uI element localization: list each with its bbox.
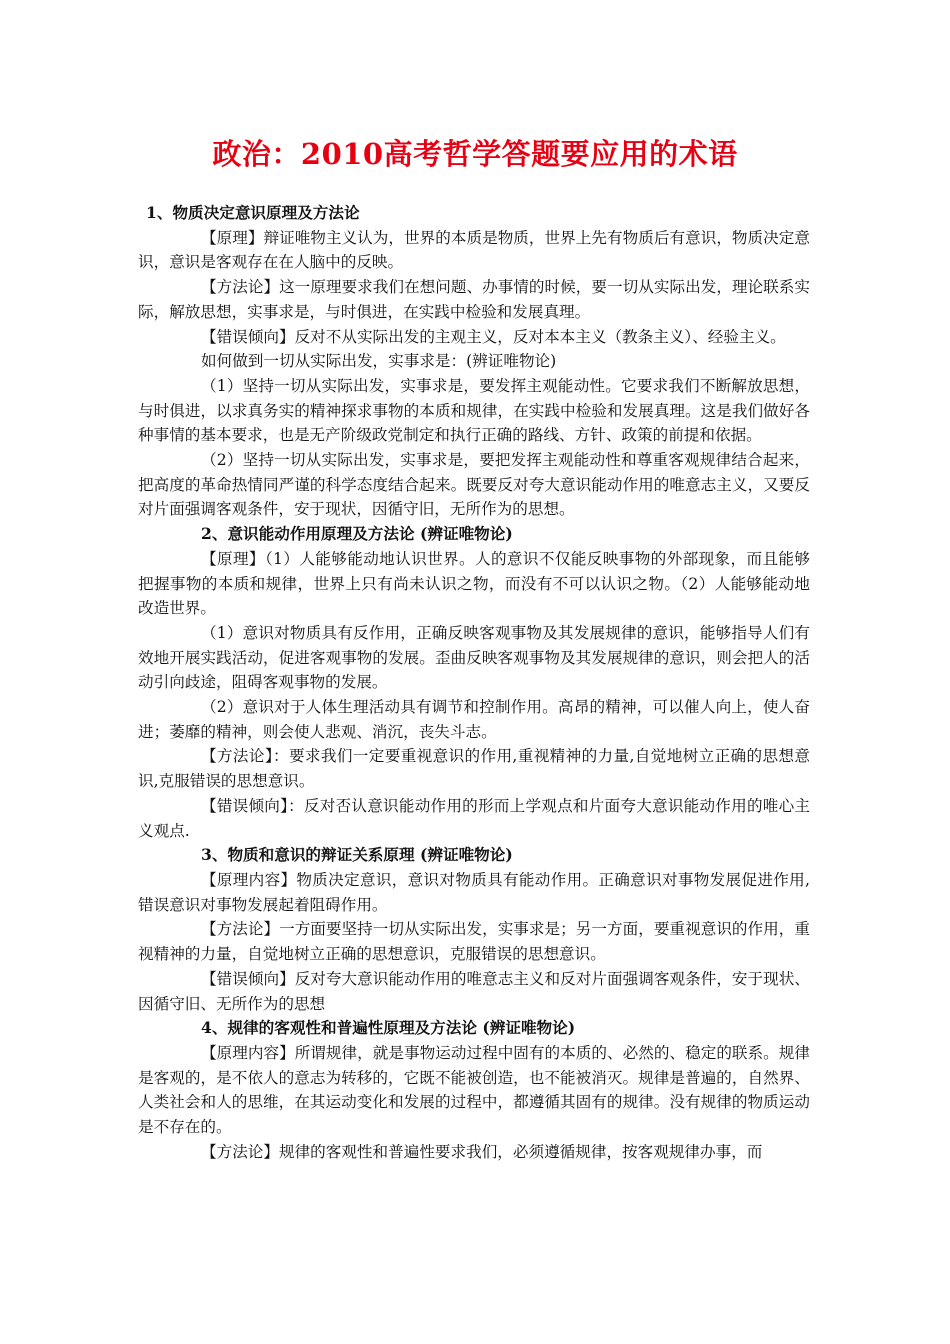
paragraph: 【错误倾向】反对夸大意识能动作用的唯意志主义和反对片面强调客观条件，安于现状、因循守旧、无所作为的思想 [138, 969, 810, 1013]
document-body [138, 198, 810, 1164]
paragraph: 【原理】辩证唯物主义认为，世界的本质是物质，世界上先有物质后有意识，物质决定意识，意识是客观存在在人脑中的反映。 [138, 228, 810, 272]
paragraph: 【方法论】这一原理要求我们在想问题、办事情的时候，要一切从实际出发，理论联系实际，解放思想，实事求是，与时俱进，在实践中检验和发展真理。 [138, 278, 810, 321]
paragraph: （2）意识对于人体生理活动具有调节和控制作用。高昂的精神，可以催人向上，使人奋进；萎靡的精神，则会使人悲观、消沉，丧失斗志。 [138, 698, 810, 741]
paragraph: 【原理】（1）人能够能动地认识世界。人的意识不仅能反映事物的外部现象，而且能够把握事物的本质和规律，世界上只有尚未认识之物，而没有不可以认识之物。（2）人能够能动地改造世界。 [138, 549, 810, 618]
paragraph: （1）意识对物质具有反作用，正确反映客观事物及其发展规律的意识，能够指导人们有效地开展实践活动，促进客观事物的发展。歪曲反映客观事物及其发展规律的意识，则会把人的活动引向歧途，阻碍客观事物的发展。 [138, 623, 810, 692]
paragraph: （2）坚持一切从实际出发，实事求是，要把发挥主观能动性和尊重客观规律结合起来，把高度的革命热情同严谨的科学态度结合起来。既要反对夸大意识能动作用的唯意志主义，又要反对片面强调客观条件，安于现状，因循守旧，无所作为的思想。 [138, 451, 810, 519]
section-heading: 2、意识能动作用原理及方法论 (辨证唯物论) [201, 524, 513, 544]
paragraph: 【方法论】规律的客观性和普遍性要求我们，必须遵循规律，按客观规律办事，而 [201, 1142, 763, 1161]
paragraph: 【方法论】一方面要坚持一切从实际出发，实事求是；另一方面，要重视意识的作用，重视精神的力量，自觉地树立正确的思想意识，克服错误的思想意识。 [138, 920, 810, 964]
paragraph: 【错误倾向】：反对否认意识能动作用的形而上学观点和片面夸大意识能动作用的唯心主义观点. [138, 796, 810, 840]
paragraph: 如何做到一切从实际出发，实事求是：(辨证唯物论) [201, 352, 557, 371]
section-heading: 3、物质和意识的辩证关系原理 (辨证唯物论) [201, 845, 513, 865]
paragraph: 【错误倾向】反对不从实际出发的主观主义，反对本本主义（教条主义）、经验主义。 [201, 327, 786, 346]
paragraph: 【方法论】：要求我们一定要重视意识的作用,重视精神的力量,自觉地树立正确的思想意识,克服错误的思想意识。 [138, 747, 810, 791]
section-heading: 4、规律的客观性和普遍性原理及方法论 (辨证唯物论) [201, 1018, 576, 1038]
section-heading: 1、物质决定意识原理及方法论 [146, 203, 360, 222]
paragraph: 【原理内容】所谓规律，就是事物运动过程中固有的本质的、必然的、稳定的联系。规律是客观的，是不依人的意志为转移的，它既不能被创造，也不能被消灭。规律是普遍的，自然界、人类社会和人的思维，在其运动变化和发展的过程中，都遵循其固有的规律。没有规律的物质运动是不存在的。 [138, 1043, 810, 1137]
document-title: 政治：2010高考哲学答题要应用的术语 [212, 137, 738, 171]
paragraph: （1）坚持一切从实际出发，实事求是，要发挥主观能动性。它要求我们不断解放思想，与时俱进，以求真务实的精神探求事物的本质和规律，在实践中检验和发展真理。这是我们做好各种事情的基本要求，也是无产阶级政党制定和执行正确的路线、方针、政策的前提和依据。 [138, 376, 810, 445]
paragraph: 【原理内容】物质决定意识，意识对物质具有能动作用。正确意识对事物发展促进作用,错误意识对事物发展起着阻碍作用。 [138, 870, 810, 914]
